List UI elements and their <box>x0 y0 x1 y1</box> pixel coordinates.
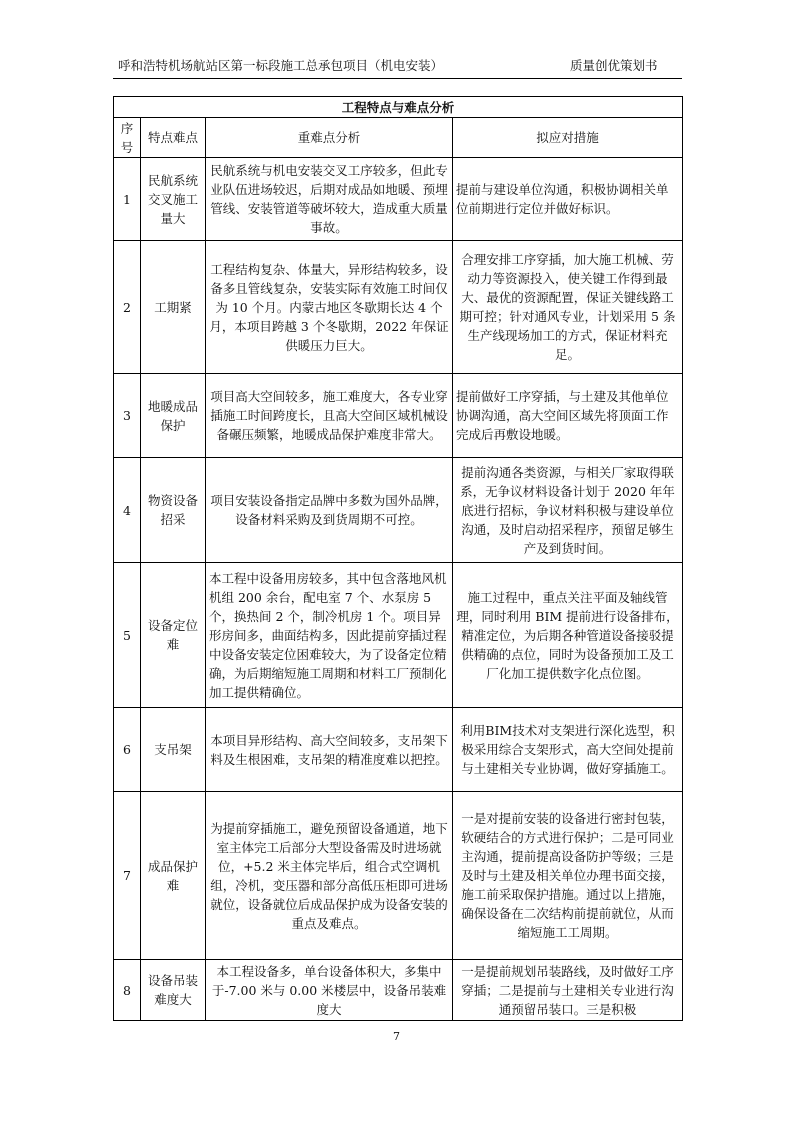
page-number: 7 <box>393 1030 400 1043</box>
table-row <box>114 374 683 458</box>
row-number: 6 <box>114 708 141 792</box>
row-feature: 地暖成品保护 <box>141 374 206 458</box>
column-header-feature: 特点难点 <box>141 118 206 158</box>
row-feature: 民航系统交叉施工量大 <box>141 158 206 241</box>
row-number: 7 <box>114 792 141 960</box>
row-feature: 支吊架 <box>141 708 206 792</box>
row-number: 5 <box>114 563 141 708</box>
table-row <box>114 458 683 563</box>
table-title: 工程特点与难点分析 <box>114 97 683 118</box>
row-measures: 提前沟通各类资源，与相关厂家取得联系，无争议材料设备计划于 2020 年年底进行招标，争议材料积极与建设单位沟通，及时启动招采程序，预留足够生产及到货时间。 <box>453 458 683 563</box>
column-header-analysis: 重难点分析 <box>206 118 453 158</box>
row-measures: 提前做好工序穿插，与土建及其他单位协调沟通，高大空间区域先将顶面工作完成后再敷设地暖。 <box>453 374 683 458</box>
column-header-no: 序号 <box>114 118 141 158</box>
row-analysis: 工程结构复杂、体量大，异形结构较多，设备多且管线复杂，安装实际有效施工时间仅为 10 个月。内蒙古地区冬歇期长达 4 个月，本项目跨越 3 个冬歇期，2022 年保证供暖压力巨大。 <box>206 241 453 374</box>
table-title-row <box>114 97 683 118</box>
difficulty-analysis-table <box>113 96 683 1021</box>
row-measures: 合理安排工序穿插，加大施工机械、劳动力等资源投入，使关键工作得到最大、最优的资源配置，保证关键线路工期可控；针对通风专业，计划采用 5 条生产线现场加工的方式，保证材料充足。 <box>453 241 683 374</box>
table-row <box>114 792 683 960</box>
column-header-measures: 拟应对措施 <box>453 118 683 158</box>
row-measures: 施工过程中，重点关注平面及轴线管理，同时利用 BIM 提前进行设备排布，精准定位，为后期各种管道设备接驳提供精确的点位，同时为设备预加工及工厂化加工提供数字化点位图。 <box>453 563 683 708</box>
row-analysis: 为提前穿插施工，避免预留设备通道，地下室主体完工后部分大型设备需及时进场就位，+5.2 米主体完毕后，组合式空调机组，冷机，变压器和部分高低压柜即可进场就位，设备就位后成品保护成为设备安装的重点及难点。 <box>206 792 453 960</box>
header-document-title: 呼和浩特机场航站区第一标段施工总承包项目（机电安装） <box>118 58 444 73</box>
table-header-row <box>114 118 683 158</box>
row-feature: 工期紧 <box>141 241 206 374</box>
table-row <box>114 241 683 374</box>
row-number: 3 <box>114 374 141 458</box>
row-number: 4 <box>114 458 141 563</box>
row-number: 1 <box>114 158 141 241</box>
row-analysis: 民航系统与机电安装交叉工序较多，但此专业队伍进场较迟，后期对成品如地暖、预埋管线、安装管道等破坏较大，造成重大质量事故。 <box>206 158 453 241</box>
row-feature: 成品保护难 <box>141 792 206 960</box>
row-analysis: 项目高大空间较多，施工难度大，各专业穿插施工时间跨度长，且高大空间区域机械设备碾压频繁，地暖成品保护难度非常大。 <box>206 374 453 458</box>
row-measures: 提前与建设单位沟通，积极协调相关单位前期进行定位并做好标识。 <box>453 158 683 241</box>
row-analysis: 项目安装设备指定品牌中多数为国外品牌，设备材料采购及到货周期不可控。 <box>206 458 453 563</box>
row-measures: 一是提前规划吊装路线，及时做好工序穿插；二是提前与土建相关专业进行沟通预留吊装口。三是积极 <box>453 960 683 1021</box>
row-feature: 物资设备招采 <box>141 458 206 563</box>
row-analysis: 本工程中设备用房较多，其中包含落地风机机组 200 余台，配电室 7 个、水泵房 5 个，换热间 2 个，制冷机房 1 个。项目异形房间多，曲面结构多，因此提前穿插过程中设备安装定位困难较大，为了设备定位精确，为后期缩短施工周期和材料工厂预制化加工提供精确位。 <box>206 563 453 708</box>
table-row <box>114 708 683 792</box>
table-row <box>114 158 683 241</box>
row-number: 2 <box>114 241 141 374</box>
row-measures: 利用BIM技术对支架进行深化选型，积极采用综合支架形式，高大空间处提前与土建相关专业协调，做好穿插施工。 <box>453 708 683 792</box>
header-divider <box>113 78 682 79</box>
table-row <box>114 563 683 708</box>
row-feature: 设备吊装难度大 <box>141 960 206 1021</box>
row-measures: 一是对提前安装的设备进行密封包装，软硬结合的方式进行保护；二是可同业主沟通，提前提高设备防护等级；三是及时与土建及相关单位办理书面交接，施工前采取保护措施。通过以上措施，确保设备在二次结构前提前就位，从而缩短施工工周期。 <box>453 792 683 960</box>
table-row <box>114 960 683 1021</box>
row-analysis: 本项目异形结构、高大空间较多，支吊架下料及生根困难，支吊架的精准度难以把控。 <box>206 708 453 792</box>
row-feature: 设备定位难 <box>141 563 206 708</box>
header-document-type: 质量创优策划书 <box>570 58 658 73</box>
row-analysis: 本工程设备多，单台设备体积大，多集中于-7.00 米与 0.00 米楼层中，设备吊装难度大 <box>206 960 453 1021</box>
row-number: 8 <box>114 960 141 1021</box>
